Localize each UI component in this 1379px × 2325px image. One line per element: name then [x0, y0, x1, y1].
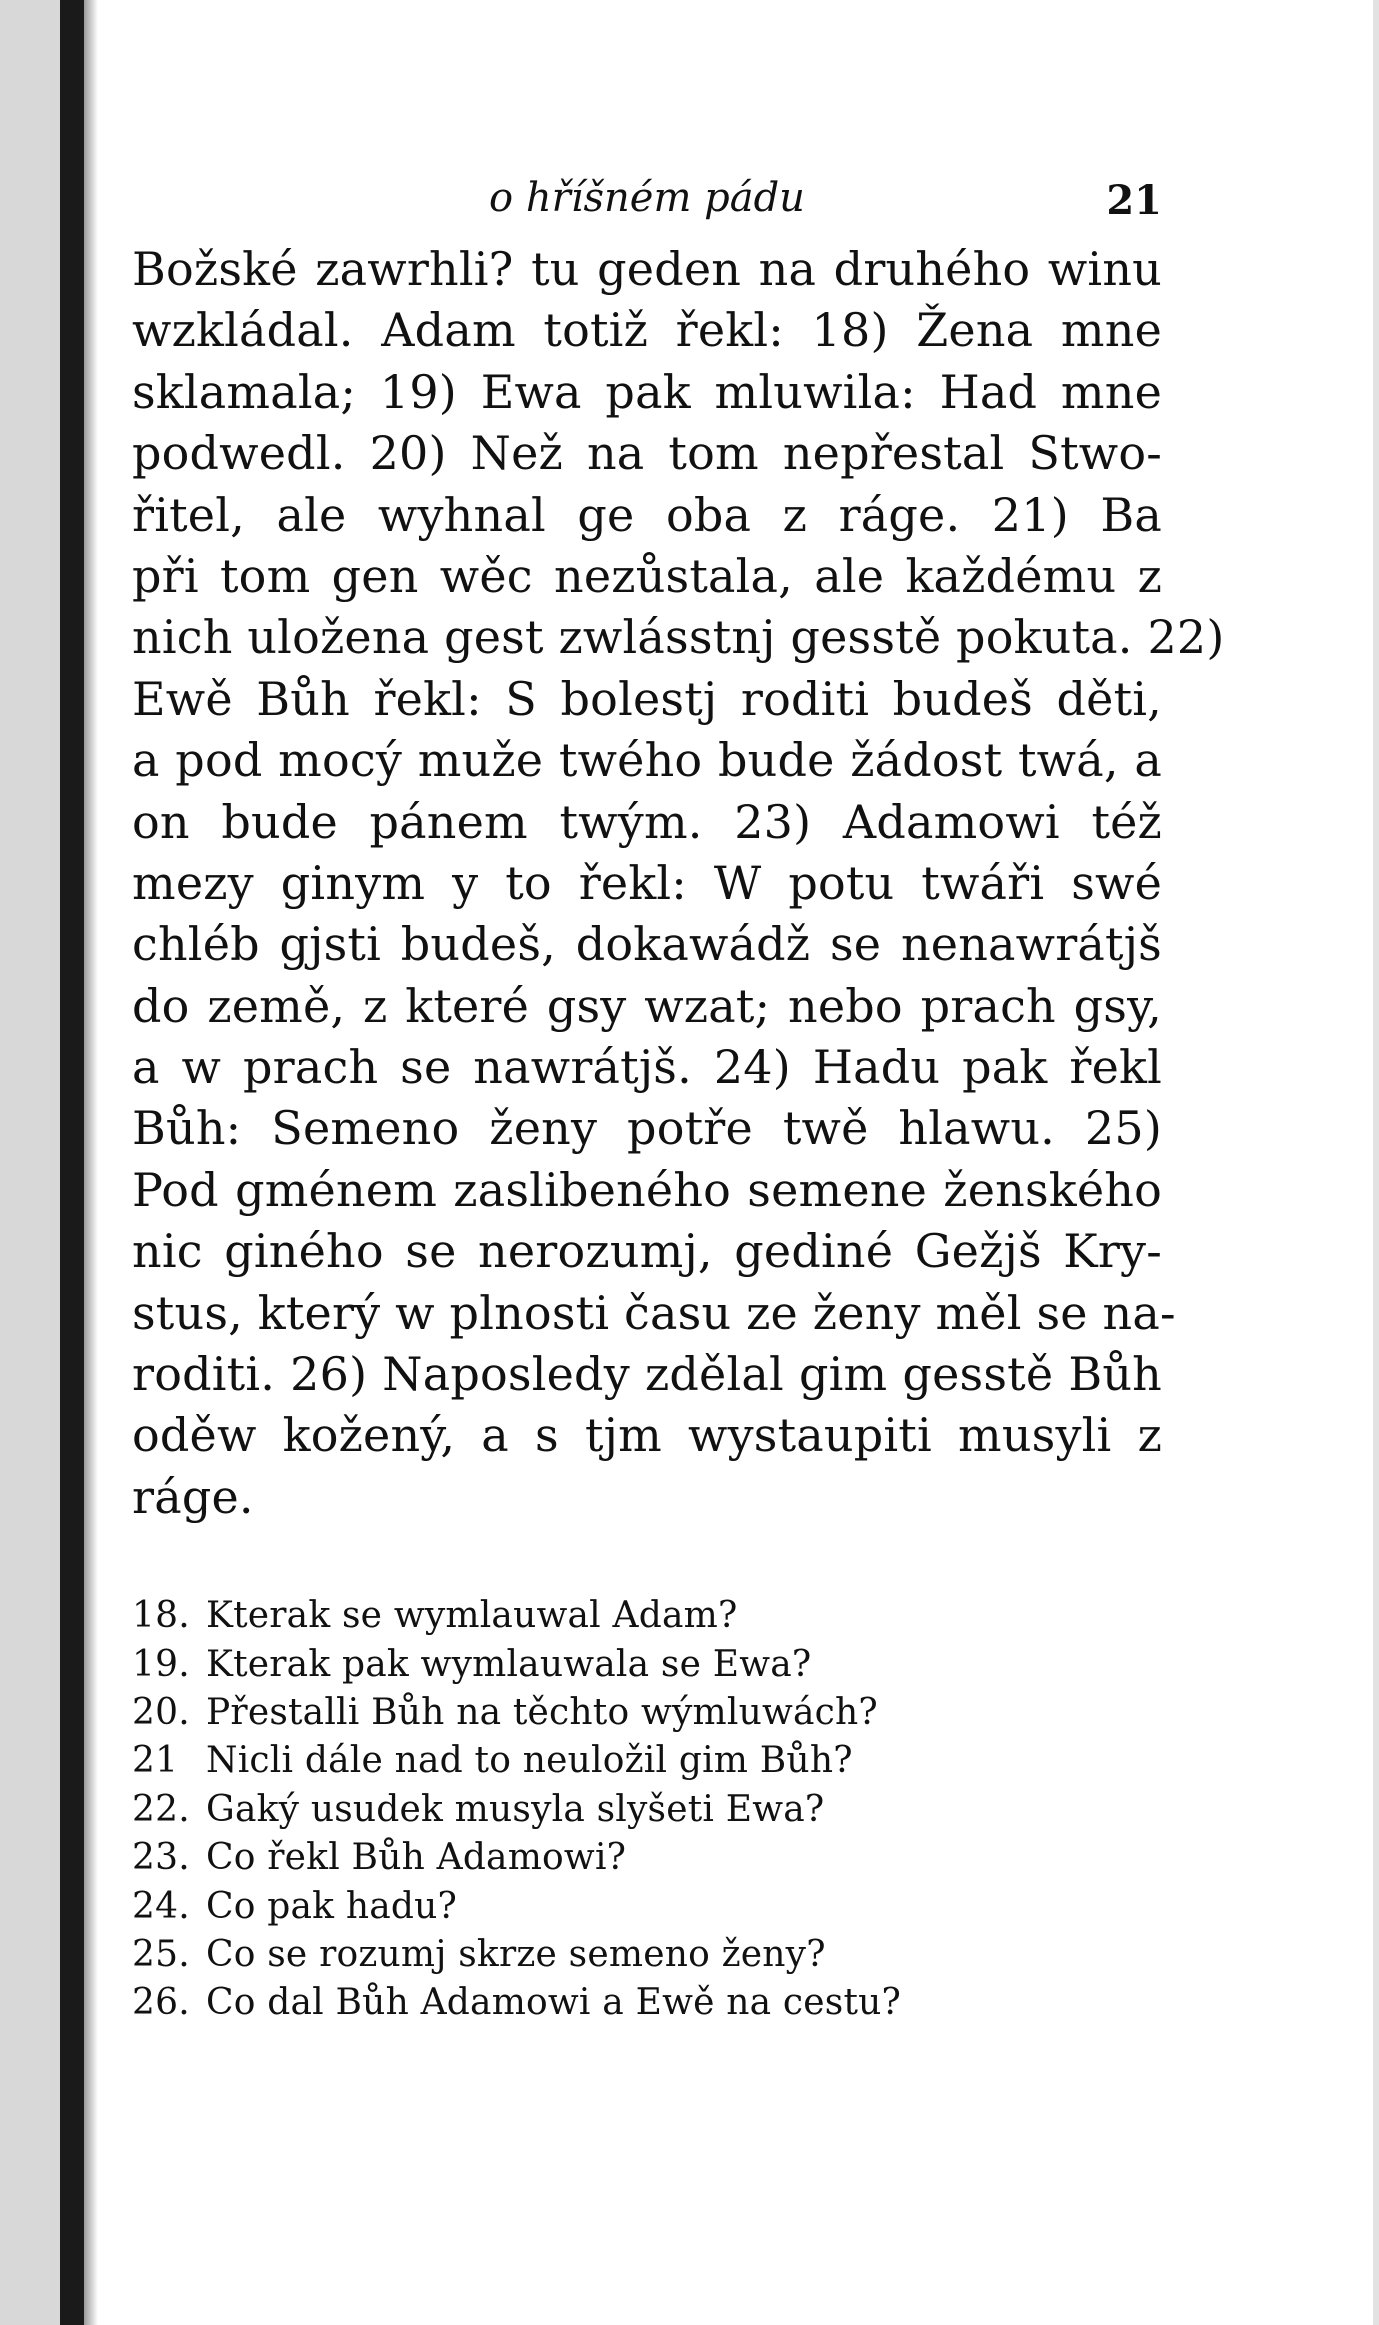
body-line: on bude pánem twým. 23) Adamowi též — [132, 794, 1162, 849]
body-line: podwedl. 20) Než na tom nepřestal Stwo- — [132, 426, 1162, 481]
body-line: Bůh: Semeno ženy potře twě hlawu. 25) — [132, 1101, 1162, 1156]
question-number: 21 — [132, 1740, 179, 1782]
question-text: Gaký usudek musyla slyšeti Ewa? — [206, 1788, 825, 1830]
question-list — [132, 1592, 1162, 2028]
question-item — [132, 1883, 1162, 1931]
question-text: Co pak hadu? — [206, 1885, 458, 1927]
question-number: 26. — [132, 1982, 190, 2024]
question-number: 20. — [132, 1691, 190, 1733]
question-number: 24. — [132, 1885, 190, 1927]
body-line: Pod gménem zaslibeného semene ženského — [132, 1162, 1162, 1217]
body-line: mezy ginym y to řekl: W potu twáři swé — [132, 855, 1162, 910]
body-line: stus, který w plnosti času ze ženy měl se na- — [132, 1285, 1176, 1340]
question-text: Kterak pak wymlauwala se Ewa? — [206, 1643, 812, 1685]
question-item — [132, 1979, 1162, 2027]
body-line: při tom gen wěc nezůstala, ale každému z — [132, 548, 1162, 603]
question-number: 19. — [132, 1643, 190, 1685]
question-item — [132, 1834, 1162, 1882]
book-page — [132, 165, 1225, 2028]
body-line: a w prach se nawrátjš. 24) Hadu pak řekl — [132, 1040, 1162, 1095]
running-head — [132, 165, 1162, 237]
page-right-edge — [1373, 0, 1379, 2325]
question-item — [132, 1786, 1162, 1834]
body-text — [132, 239, 1225, 1528]
question-text: Nicli dále nad to neuložil gim Bůh? — [206, 1740, 853, 1782]
body-line: a pod mocý muže twého bude žádost twá, a — [132, 733, 1162, 788]
question-item — [132, 1737, 1162, 1785]
question-item — [132, 1592, 1162, 1640]
body-line: chléb gjsti budeš, dokawádž se nenawrátjš — [132, 917, 1162, 972]
question-number: 25. — [132, 1933, 190, 1975]
question-item — [132, 1689, 1162, 1737]
page-number: 21 — [1106, 177, 1162, 224]
body-line: nic giného se nerozumj, gediné Gežjš Kry- — [132, 1224, 1162, 1279]
question-number: 23. — [132, 1837, 190, 1879]
body-line: řitel, ale wyhnal ge oba z ráge. 21) Ba — [132, 487, 1162, 542]
question-text: Co se rozumj skrze semeno ženy? — [206, 1933, 826, 1975]
running-title: o hříšném pádu — [489, 175, 805, 221]
body-line: sklamala; 19) Ewa pak mluwila: Had mne — [132, 364, 1162, 419]
body-line: do země, z které gsy wzat; nebo prach gsy, — [132, 978, 1162, 1033]
body-line: Ewě Bůh řekl: S bolestj roditi budeš děti, — [132, 671, 1162, 726]
question-text: Co řekl Bůh Adamowi? — [206, 1837, 627, 1879]
question-text: Přestalli Bůh na těchto wýmluwách? — [206, 1691, 878, 1733]
question-number: 18. — [132, 1595, 190, 1637]
question-number: 22. — [132, 1788, 190, 1830]
question-text: Kterak se wymlauwal Adam? — [206, 1595, 738, 1637]
body-line: roditi. 26) Naposledy zdělal gim gesstě Bůh — [132, 1347, 1162, 1402]
scan-background — [0, 0, 60, 2325]
question-item — [132, 1931, 1162, 1979]
book-binding-edge — [60, 0, 84, 2325]
binding-shadow — [84, 0, 98, 2325]
question-text: Co dal Bůh Adamowi a Ewě na cestu? — [206, 1982, 902, 2024]
body-line: wzkládal. Adam totiž řekl: 18) Žena mne — [132, 303, 1162, 358]
body-line: nich uložena gest zwlásstnj gesstě pokuta. 22) — [132, 610, 1225, 665]
question-item — [132, 1641, 1162, 1689]
body-line: Božské zawrhli? tu geden na druhého winu — [132, 242, 1162, 296]
body-line: oděw kožený, a s tjm wystaupiti musyli z — [132, 1408, 1162, 1463]
body-line: ráge. — [132, 1469, 254, 1524]
